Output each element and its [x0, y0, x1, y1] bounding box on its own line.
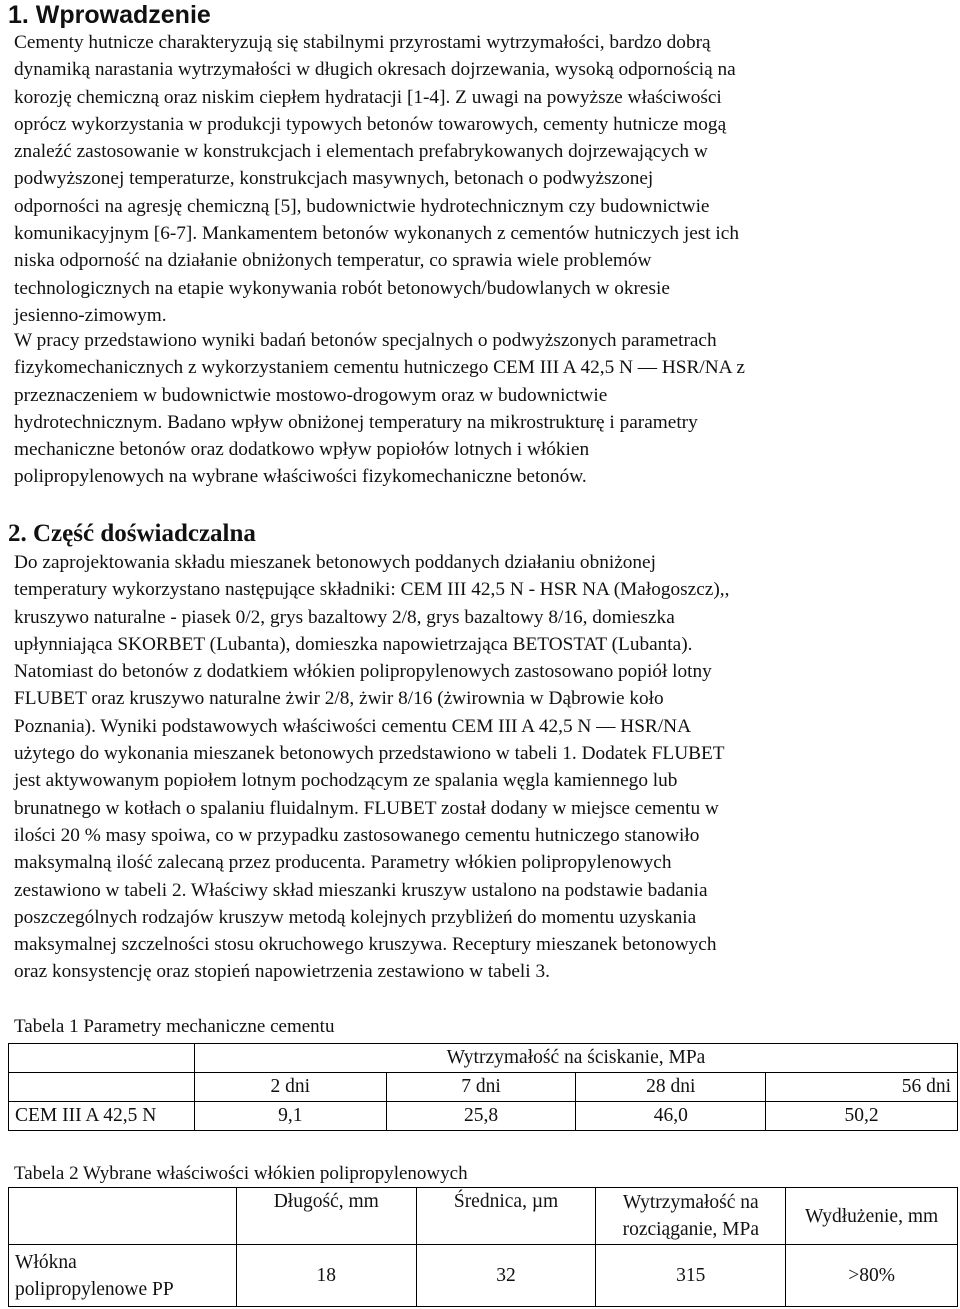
text-line: niska odporność na działanie obniżonych temperatur, co sprawia wiele problemów — [14, 250, 652, 272]
text-line: Cementy hutnicze charakteryzują się stabilnymi przyrostami wytrzymałości, bardzo dobrą — [14, 32, 711, 53]
table-cell — [9, 1073, 195, 1102]
table-column-header: Średnica, µm — [416, 1188, 596, 1245]
text-line: przeznaczeniem w budownictwie mostowo-drogowym oraz w budownictwie — [14, 384, 608, 406]
table-group-header: Wytrzymałość na ściskanie, MPa — [194, 1044, 957, 1073]
section-1-paragraph-1 — [14, 29, 960, 329]
section-2-heading: 2. Część doświadczalna — [8, 520, 256, 547]
text-line: W pracy przedstawiono wyniki badań betonów specjalnych o podwyższonych parametrach — [14, 330, 717, 351]
text-line: komunikacyjnym [6-7]. Mankamentem betonów wykonanych z cementów hutniczych jest ich — [14, 223, 739, 245]
table-column-header: Wytrzymałość na rozciąganie, MPa — [596, 1188, 786, 1245]
text-line: polipropylenowych na wybrane właściwości fizykomechaniczne betonów. — [14, 466, 587, 488]
text-line: kruszywo naturalne - piasek 0/2, grys bazaltowy 2/8, grys bazaltowy 8/16, domieszka — [14, 606, 675, 628]
text-line: oprócz wykorzystania w produkcji typowych betonów towarowych, cementy hutnicze mogą — [14, 113, 727, 135]
text-line: oraz konsystencję oraz stopień napowietrzenia zestawiono w tabeli 3. — [14, 961, 550, 983]
table-row-label: CEM III A 42,5 N — [9, 1102, 195, 1131]
section-1-paragraph-2 — [14, 327, 960, 491]
text-line: maksymalnej szczelności stosu okruchowego kruszywa. Receptury mieszanek betonowych — [14, 934, 717, 956]
text-line: maksymalną ilość zalecaną przez producenta. Parametry włókien polipropylenowych — [14, 852, 672, 874]
table-1-caption: Tabela 1 Parametry mechaniczne cementu — [14, 1016, 335, 1037]
table-row — [9, 1102, 958, 1131]
text-line: Poznania). Wyniki podstawowych właściwości cementu CEM III A 42,5 N — HSR/NA — [14, 715, 691, 737]
text-line: korozję chemiczną oraz niskim ciepłem hydratacji [1-4]. Z uwagi na powyższe właściwości — [14, 86, 722, 108]
text-line: FLUBET oraz kruszywo naturalne żwir 2/8, żwir 8/16 (żwirownia w Dąbrowie koło — [14, 688, 664, 710]
table-cell: 9,1 — [194, 1102, 386, 1131]
text-line: Natomiast do betonów z dodatkiem włókien polipropylenowych zastosowano popiół lotny — [14, 661, 712, 683]
text-line: mechaniczne betonów oraz dodatkowo wpływ popiołów lotnych i włókien — [14, 439, 590, 461]
table-cell — [9, 1044, 195, 1073]
table-cell: >80% — [786, 1245, 958, 1307]
table-column-header: Wydłużenie, mm — [786, 1188, 958, 1245]
table-1 — [8, 1043, 958, 1131]
table-cell: 50,2 — [766, 1102, 958, 1131]
table-cell — [9, 1188, 237, 1245]
text-line: Do zaprojektowania składu mieszanek betonowych poddanych działaniu obniżonej — [14, 552, 656, 573]
table-cell: 18 — [236, 1245, 416, 1307]
table-column-header: Długość, mm — [236, 1188, 416, 1245]
table-cell: 32 — [416, 1245, 596, 1307]
table-row-label: Włókna polipropylenowe PP — [9, 1245, 237, 1307]
section-2-paragraph — [14, 549, 960, 986]
text-line: podwyższonej temperaturze, konstrukcjach masywnych, betonach o podwyższonej — [14, 168, 654, 190]
table-cell: 315 — [596, 1245, 786, 1307]
text-line: temperatury wykorzystano następujące składniki: CEM III 42,5 N - HSR NA (Małogoszcz),, — [14, 579, 730, 601]
text-line: odporności na agresję chemiczną [5], budownictwie hydrotechnicznym czy budownictwie — [14, 195, 710, 217]
text-line: zestawiono w tabeli 2. Właściwy skład mieszanki kruszyw ustalono na podstawie badania — [14, 879, 708, 901]
text-line: fizykomechanicznych z wykorzystaniem cementu hutniczego CEM III A 42,5 N — HSR/NA z — [14, 357, 745, 379]
table-cell: 25,8 — [386, 1102, 576, 1131]
text-line: dynamiką narastania wytrzymałości w długich okresach dojrzewania, wysoką odpornością na — [14, 59, 736, 81]
text-line: znaleźć zastosowanie w konstrukcjach i elementach prefabrykowanych dojrzewających w — [14, 141, 708, 163]
table-row — [9, 1245, 958, 1307]
table-column-header: 2 dni — [194, 1073, 386, 1102]
text-line: jesienno-zimowym. — [14, 304, 167, 326]
table-cell: 46,0 — [576, 1102, 766, 1131]
table-column-header: 56 dni — [766, 1073, 958, 1102]
text-line: technologicznych na etapie wykonywania robót betonowych/budowlanych w okresie — [14, 277, 670, 299]
table-header-row — [9, 1073, 958, 1102]
table-column-header: 28 dni — [576, 1073, 766, 1102]
text-line: hydrotechnicznym. Badano wpływ obniżonej temperatury na mikrostrukturę i parametry — [14, 411, 698, 433]
text-line: brunatnego w kotłach o spalaniu fluidalnym. FLUBET został dodany w miejsce cementu w — [14, 797, 719, 819]
table-header-row — [9, 1044, 958, 1073]
text-line: użytego do wykonania mieszanek betonowych przedstawiono w tabeli 1. Dodatek FLUBET — [14, 743, 725, 765]
section-1-heading: 1. Wprowadzenie — [8, 1, 211, 29]
table-2 — [8, 1187, 958, 1307]
text-line: upłynniająca SKORBET (Lubanta), domieszka napowietrzająca BETOSTAT (Lubanta). — [14, 633, 693, 655]
table-header-row — [9, 1188, 958, 1245]
text-line: poszczególnych rodzajów kruszyw metodą kolejnych przybliżeń do momentu uzyskania — [14, 906, 697, 928]
table-column-header: 7 dni — [386, 1073, 576, 1102]
table-2-caption: Tabela 2 Wybrane właściwości włókien polipropylenowych — [14, 1163, 468, 1184]
text-line: ilości 20 % masy spoiwa, co w przypadku zastosowanego cementu hutniczego stanowiło — [14, 824, 700, 846]
text-line: jest aktywowanym popiołem lotnym pochodzącym ze spalania węgla kamiennego lub — [14, 770, 678, 792]
